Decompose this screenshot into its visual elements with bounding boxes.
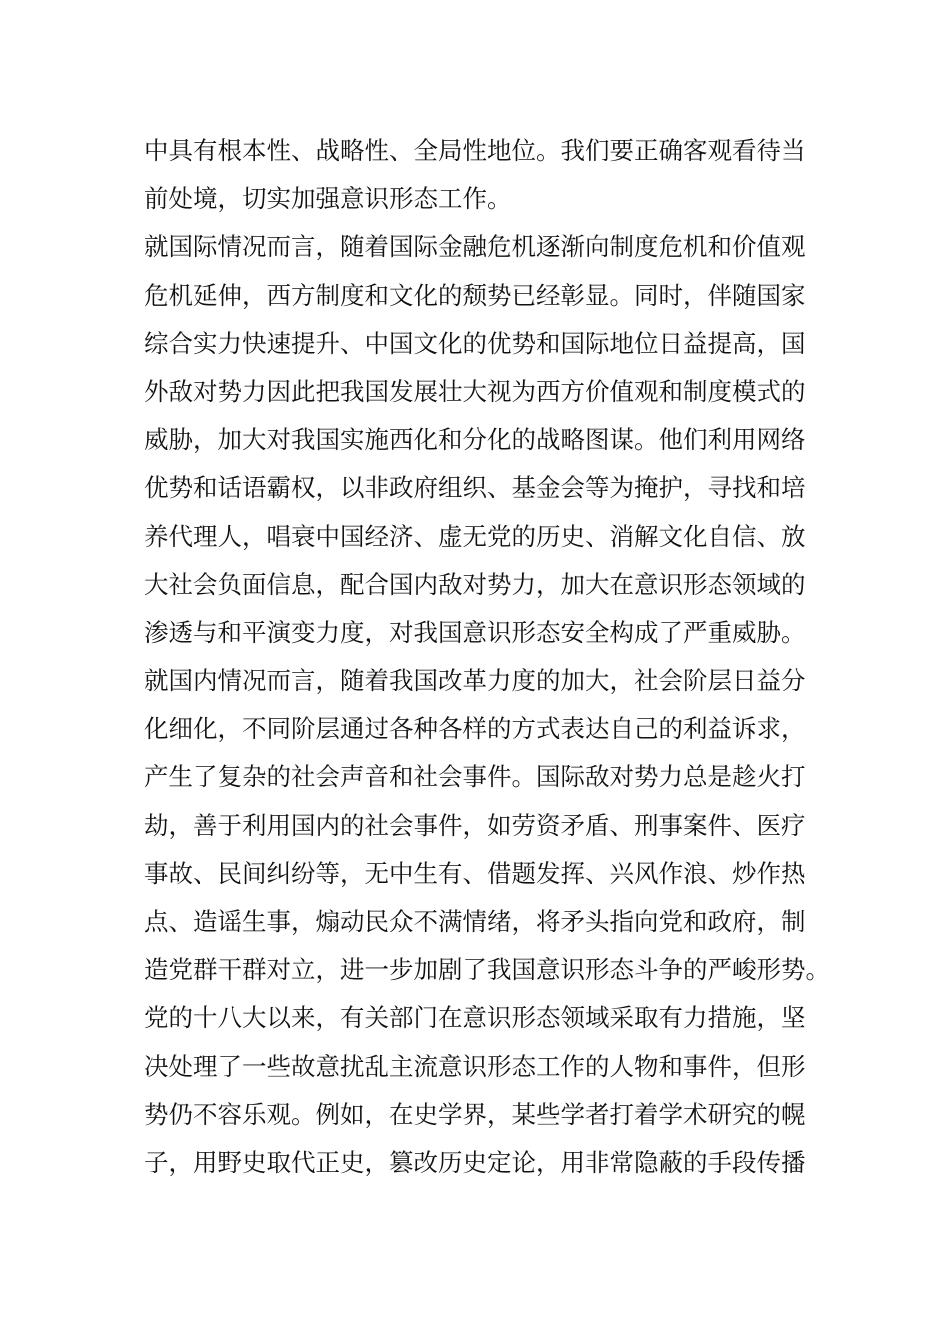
text-line: 造党群干群对立，进一步加剧了我国意识形态斗争的严峻形势。 [144, 955, 830, 985]
text-line: 事故、民间纠纷等，无中生有、借题发挥、兴风作浪、炒作热 [144, 858, 806, 888]
text-line: 就国际情况而言，随着国际金融危机逐渐向制度危机和价值观 [144, 232, 806, 262]
text-line: 外敌对势力因此把我国发展壮大视为西方价值观和制度模式的 [144, 376, 806, 406]
text-line: 化细化，不同阶层通过各种各样的方式表达自己的利益诉求， [144, 714, 806, 744]
text-line: 产生了复杂的社会声音和社会事件。国际敌对势力总是趁火打 [144, 762, 806, 792]
text-line: 决处理了一些故意扰乱主流意识形态工作的人物和事件，但形 [144, 1051, 806, 1081]
text-line: 大社会负面信息，配合国内敌对势力，加大在意识形态领域的 [144, 569, 806, 599]
text-line: 危机延伸，西方制度和文化的颓势已经彰显。同时，伴随国家 [144, 280, 806, 310]
text-line: 渗透与和平演变力度，对我国意识形态安全构成了严重威胁。 [144, 617, 806, 647]
text-line: 优势和话语霸权，以非政府组织、基金会等为掩护，寻找和培 [144, 473, 806, 503]
text-line: 党的十八大以来，有关部门在意识形态领域采取有力措施，坚 [144, 1003, 806, 1033]
text-line: 点、造谣生事，煽动民众不满情绪，将矛头指向党和政府，制 [144, 907, 806, 936]
document-body [144, 127, 830, 1187]
text-line: 前处境，切实加强意识形态工作。 [144, 184, 512, 214]
text-line: 势仍不容乐观。例如，在史学界，某些学者打着学术研究的幌 [144, 1099, 806, 1129]
text-line: 中具有根本性、战略性、全局性地位。我们要正确客观看待当 [144, 136, 806, 165]
text-line: 子，用野史取代正史，篡改历史定论，用非常隐蔽的手段传播 [144, 1147, 806, 1177]
text-line: 养代理人，唱衰中国经济、虚无党的历史、消解文化自信、放 [144, 521, 806, 551]
text-line: 就国内情况而言，随着我国改革力度的加大，社会阶层日益分 [144, 666, 806, 696]
text-line: 综合实力快速提升、中国文化的优势和国际地位日益提高，国 [144, 328, 806, 358]
text-line: 威胁，加大对我国实施西化和分化的战略图谋。他们利用网络 [144, 425, 806, 455]
text-line: 劫，善于利用国内的社会事件，如劳资矛盾、刑事案件、医疗 [144, 810, 806, 840]
